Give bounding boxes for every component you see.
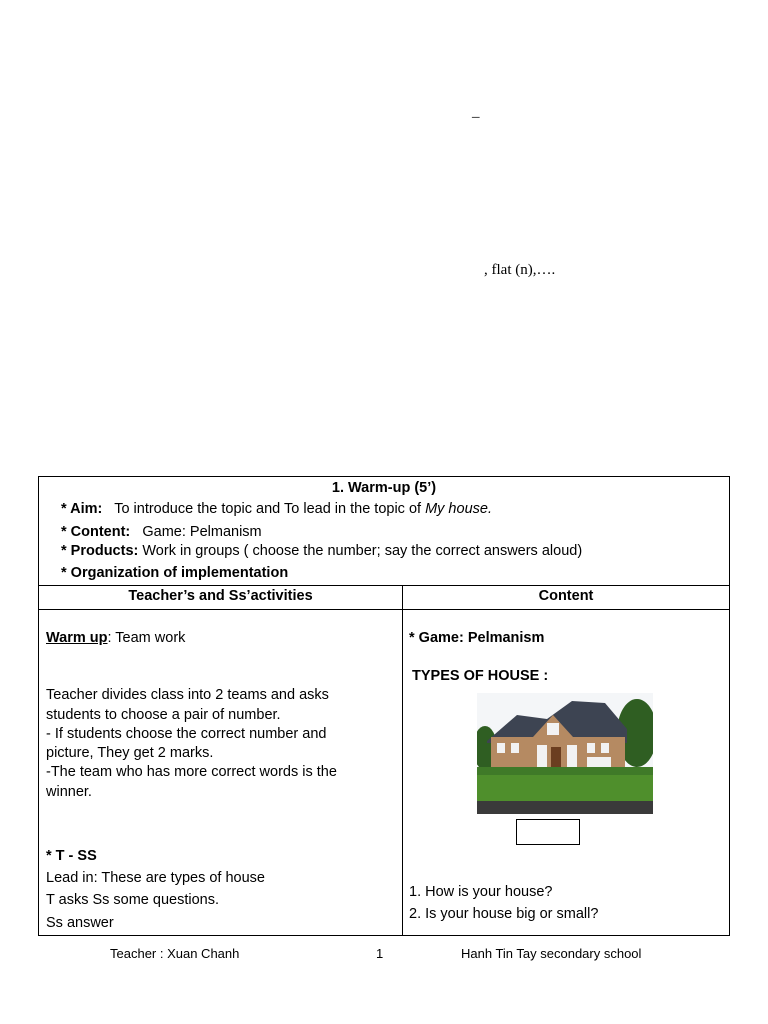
question-1: 1. How is your house?	[409, 884, 553, 900]
aim-line	[61, 501, 492, 517]
right-column-header: Content	[538, 588, 594, 604]
paragraph-line: picture, They get 2 marks.	[46, 745, 214, 761]
lesson-plan-table	[38, 476, 730, 936]
divider	[39, 609, 729, 610]
left-column-header: Teacher’s and Ss’activities	[128, 588, 313, 604]
warmup-line	[46, 630, 185, 646]
types-of-house-label: TYPES OF HOUSE :	[412, 668, 549, 684]
paragraph-line: winner.	[46, 784, 92, 800]
t-ss-label: * T - SS	[46, 848, 97, 864]
paragraph-line: Teacher divides class into 2 teams and asks	[46, 687, 329, 703]
answer-box	[516, 819, 580, 845]
section-heading: 1. Warm-up (5’)	[331, 480, 437, 496]
aim-text: To introduce the topic and To lead in the topic of	[114, 501, 426, 517]
paragraph-line: -The team who has more correct words is the	[46, 764, 337, 780]
footer-page-number: 1	[376, 946, 384, 961]
divider	[39, 585, 729, 586]
house-illustration	[477, 693, 653, 814]
aim-label: * Aim:	[61, 501, 103, 517]
footer-teacher: Teacher : Xuan Chanh	[110, 946, 240, 961]
paragraph-line: students to choose a pair of number.	[46, 707, 281, 723]
lead-in-line: Lead in: These are types of house	[46, 870, 265, 886]
warmup-label: Warm up	[46, 630, 108, 646]
products-label: * Products:	[61, 543, 139, 559]
content-label: * Content:	[61, 524, 131, 540]
footer-school: Hanh Tin Tay secondary school	[461, 946, 642, 961]
paragraph-line: - If students choose the correct number and	[46, 726, 327, 742]
content-line	[61, 524, 262, 540]
column-divider	[402, 585, 403, 935]
warmup-text: : Team work	[107, 630, 186, 646]
aim-italic: My house.	[425, 501, 492, 517]
products-text: Work in groups ( choose the number; say the correct answers aloud)	[142, 543, 583, 559]
organization-line: * Organization of implementation	[61, 565, 289, 581]
vocabulary-fragment: , flat (n),….	[484, 262, 556, 278]
game-label: * Game: Pelmanism	[409, 630, 545, 646]
question-2: 2. Is your house big or small?	[409, 906, 599, 922]
content-text: Game: Pelmanism	[142, 524, 262, 540]
house-picture	[477, 693, 653, 814]
asks-line: T asks Ss some questions.	[46, 892, 220, 908]
products-line	[61, 543, 582, 559]
stray-dash: _	[472, 104, 480, 120]
answer-line: Ss answer	[46, 915, 114, 931]
